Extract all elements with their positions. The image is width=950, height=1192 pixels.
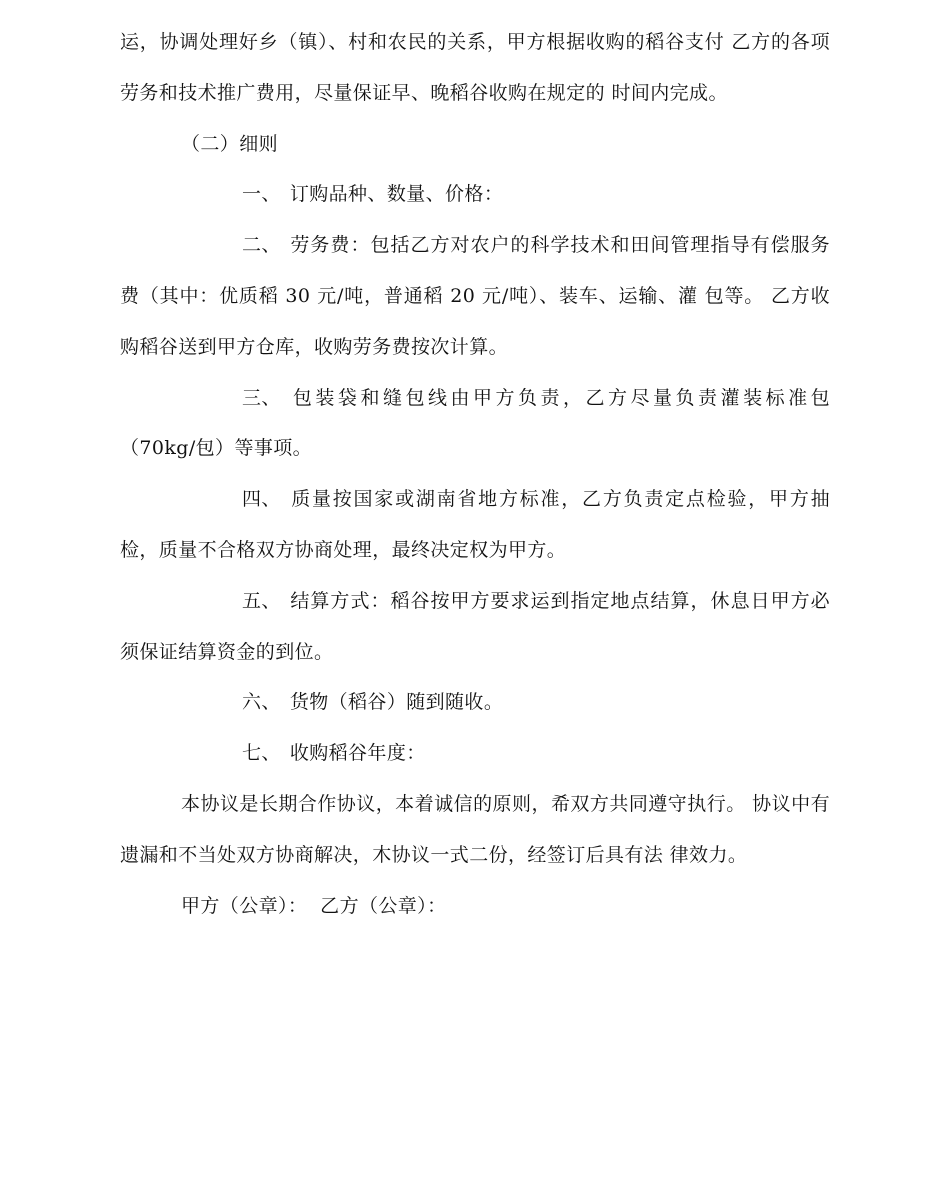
signature-line: 甲方（公章）： 乙方（公章）： — [181, 894, 447, 917]
clause-4 — [120, 474, 830, 576]
clause-text: 包装袋和缝包线由甲方负责，乙方尽量负责灌装标准包（70kg/包）等事项。 — [120, 386, 830, 460]
clause-number: 七、 — [242, 742, 281, 765]
clause-text: 订购品种、数量、价格： — [289, 183, 504, 206]
clause-2 — [120, 220, 830, 372]
section-heading-details: （二）细则 — [181, 132, 279, 155]
clause-number: 二、 — [242, 234, 281, 257]
clause-text: 劳务费：包括乙方对农户的科学技术和田间管理指导有偿服务 费（其中：优质稻 30 元/吨，普通稻 20 元/吨）、装车、运输、灌 包等。 乙方收购稻谷送到甲方仓库，收购劳务费按次计算。 — [120, 234, 830, 358]
clause-6 — [120, 677, 830, 728]
clause-number: 六、 — [242, 691, 281, 714]
clause-number: 一、 — [242, 183, 281, 206]
clause-7 — [120, 728, 830, 779]
clause-number: 三、 — [242, 386, 281, 409]
document-body — [120, 17, 830, 931]
clause-text: 货物（稻谷）随到随收。 — [289, 691, 504, 714]
clause-3 — [120, 373, 830, 475]
clause-5 — [120, 576, 830, 678]
clause-text: 结算方式：稻谷按甲方要求运到指定地点结算，休息日甲方必 须保证结算资金的到位。 — [120, 589, 830, 663]
clause-text: 收购稻谷年度： — [289, 742, 426, 765]
clause-number: 五、 — [242, 589, 281, 612]
clause-number: 四、 — [242, 488, 281, 511]
clause-1 — [120, 169, 830, 220]
clause-text: 质量按国家或湖南省地方标准，乙方负责定点检验，甲方抽 检，质量不合格双方协商处理，最终决定权为甲方。 — [120, 488, 830, 561]
paragraph-intro: 运，协调处理好乡（镇）、村和农民的关系，甲方根据收购的稻谷支付 乙方的各项劳务和技术推广费用，尽量保证早、晚稻谷收购在规定的 时间内完成。 — [120, 31, 830, 104]
paragraph-agreement-terms: 本协议是长期合作协议，本着诚信的原则，希双方共同遵守执行。 协议中有遗漏和不当处双方协商解决，木协议一式二份，经签订后具有法 律效力。 — [120, 792, 830, 866]
